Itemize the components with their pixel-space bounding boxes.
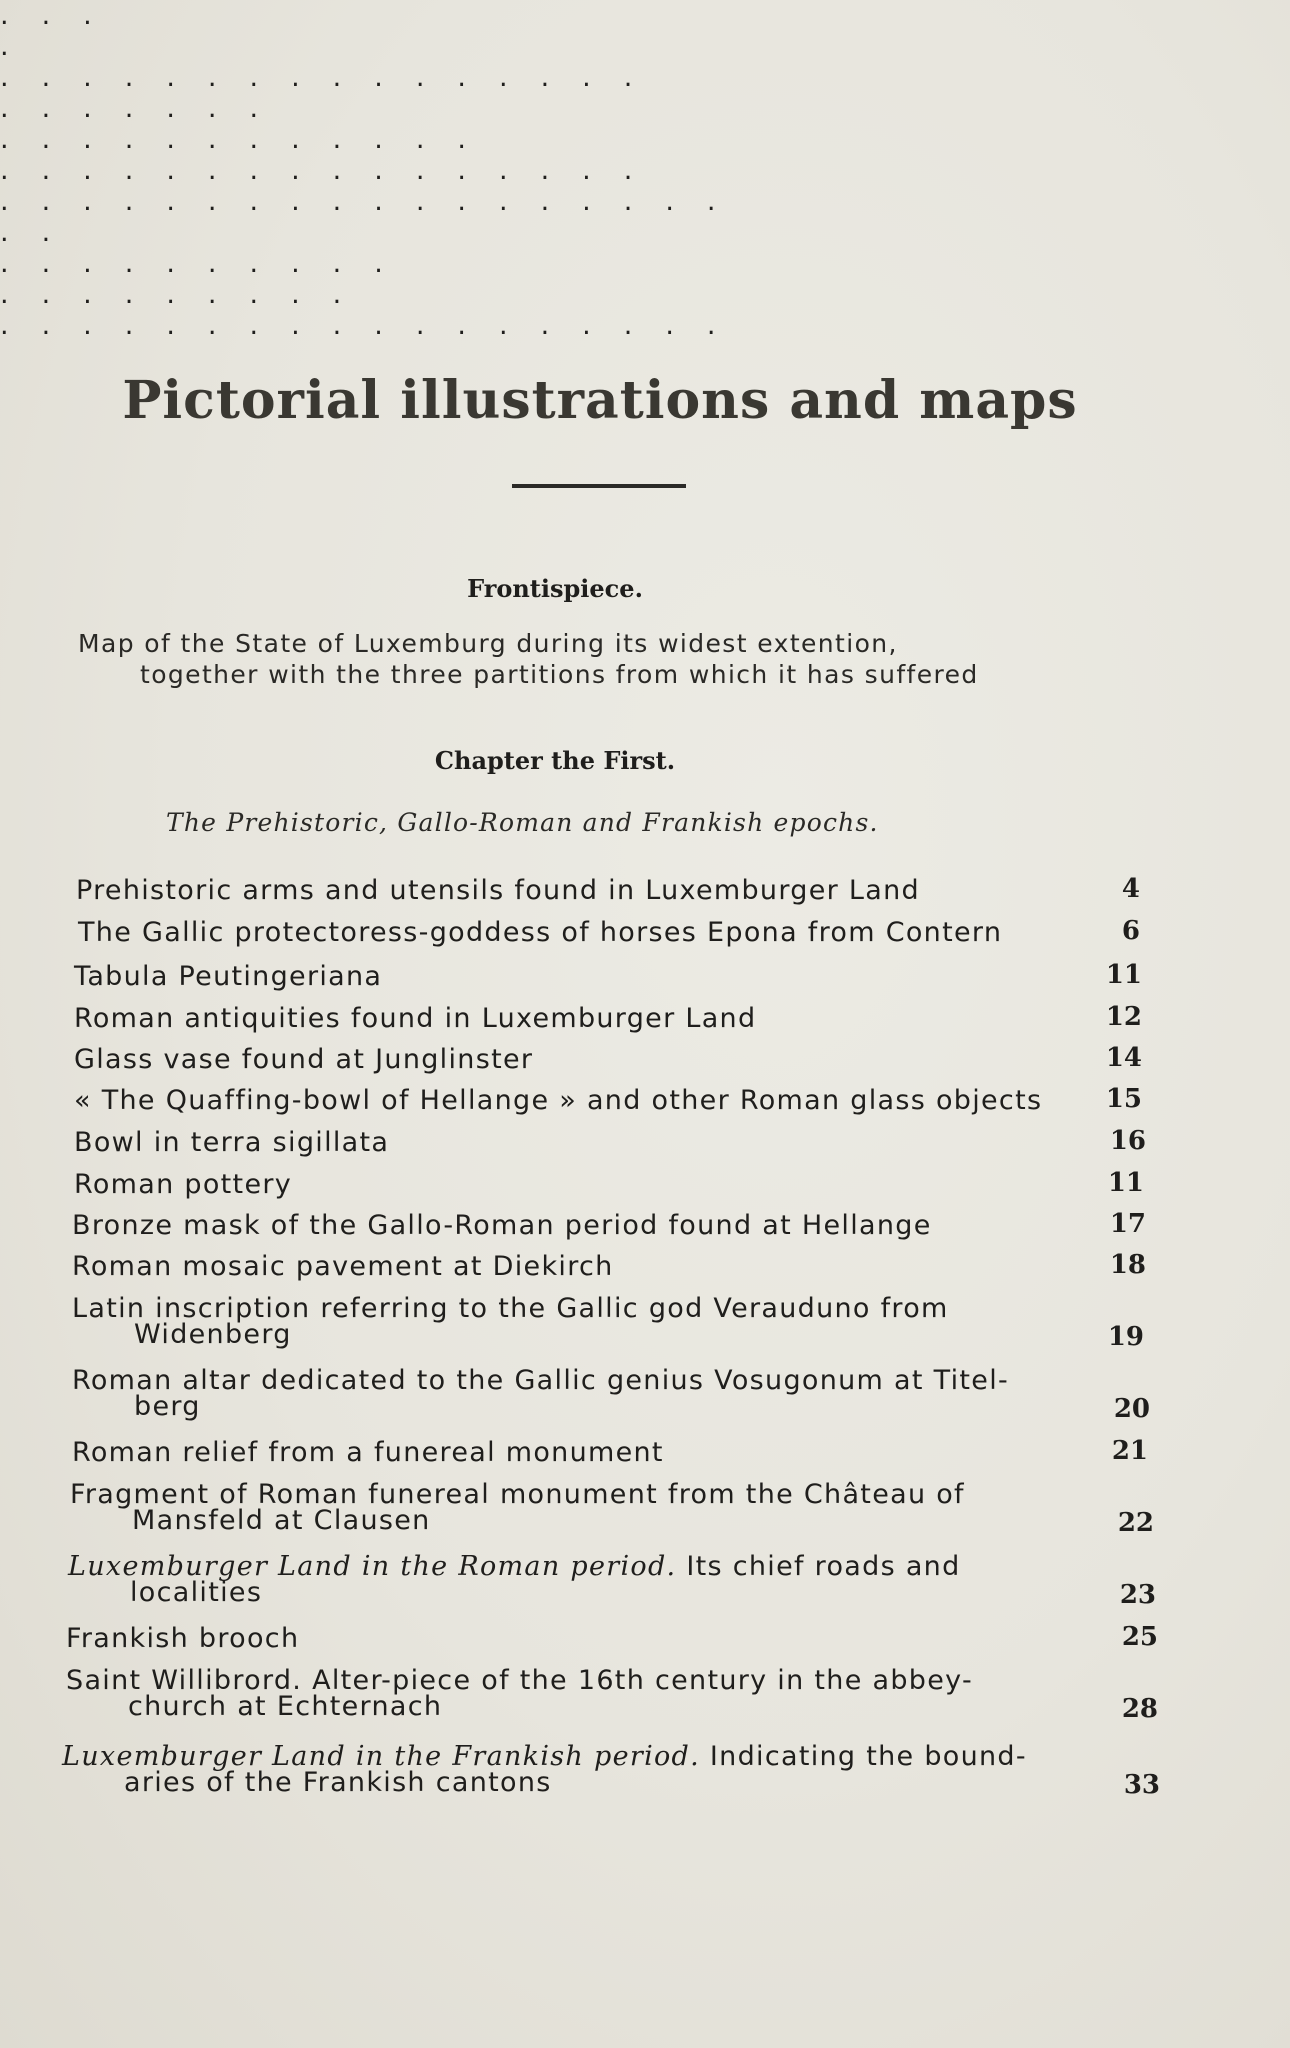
entry-title [74, 1127, 389, 1158]
entry-title [76, 875, 920, 906]
list-item [72, 1438, 664, 1468]
entry-italic-title: Luxemburger Land in the Roman period. [68, 1551, 677, 1582]
leader-dots: .................. [0, 186, 749, 217]
list-item [62, 1742, 1027, 1798]
entry-title-text: Bronze mask of the Gallo-Roman period found at Hellange [72, 1210, 932, 1241]
leader-dots: ............ [0, 124, 499, 155]
page-number: 14 [1105, 1043, 1142, 1073]
leader-dots: ......... [0, 279, 375, 310]
page-title: Pictorial illustrations and maps [122, 370, 1078, 431]
leader-dots: .. [0, 217, 84, 248]
page-number: 33 [1123, 1770, 1160, 1800]
entry-title [74, 1169, 292, 1200]
entry-title-continuation: berg [134, 1391, 201, 1422]
page-number: 19 [1107, 1322, 1144, 1352]
entry-title-continuation: Widenberg [134, 1319, 292, 1350]
list-item [70, 1480, 965, 1536]
page-number: 20 [1113, 1394, 1150, 1424]
page-number: 28 [1121, 1694, 1158, 1724]
leader-dots: . [0, 31, 42, 62]
list-item [74, 1086, 1042, 1116]
page-number: 18 [1109, 1250, 1146, 1280]
entry-title-text: Roman antiquities found in Luxemburger Land [74, 1003, 757, 1034]
entry-title-text: Bowl in terra sigillata [74, 1127, 390, 1158]
page-number: 11 [1105, 960, 1142, 990]
entry-title [74, 1044, 533, 1075]
list-item [66, 1624, 299, 1654]
list-item [68, 1552, 961, 1608]
entry-title-text: Prehistoric arms and utensils found in Luxemburger Land [76, 875, 920, 906]
entry-title [74, 1085, 1042, 1116]
list-item [74, 1045, 533, 1075]
entry-title-text: Roman mosaic pavement at Diekirch [72, 1251, 614, 1282]
page-number: 16 [1109, 1126, 1146, 1156]
list-item [78, 918, 1002, 948]
leader-dots: .................. [0, 310, 749, 341]
entry-title-continuation: aries of the Frankish cantons [124, 1767, 552, 1798]
entry-title [74, 1003, 756, 1034]
list-item [74, 1128, 389, 1158]
entry-title [72, 1210, 932, 1241]
page-number: 15 [1105, 1084, 1142, 1114]
leader-dots: ................ [0, 62, 666, 93]
entry-title [66, 1623, 299, 1654]
entry-title-text: Roman altar dedicated to the Gallic genius Vosugonum at Titel- [72, 1365, 1010, 1396]
page-number: 22 [1117, 1508, 1154, 1538]
entry-title-text: Tabula Peutingeriana [74, 961, 383, 992]
page-number: 23 [1119, 1580, 1156, 1610]
frontispiece-line-1: Map of the State of Luxemburg during its widest extention, [78, 629, 898, 658]
entry-title [72, 1365, 1009, 1396]
leader-dots: ....... [0, 93, 292, 124]
list-item [72, 1252, 614, 1282]
entry-title-text: Glass vase found at Junglinster [74, 1044, 534, 1075]
page-number: 11 [1107, 1168, 1144, 1198]
leader-dots: ... [0, 0, 125, 31]
entry-title-text: Latin inscription referring to the Gallic god Verauduno from [72, 1293, 949, 1324]
page-number: 6 [1121, 916, 1140, 946]
page-number: 21 [1111, 1436, 1148, 1466]
entry-italic-title: Luxemburger Land in the Frankish period. [62, 1741, 701, 1772]
entry-title [72, 1251, 614, 1282]
entry-title-text: Roman pottery [74, 1169, 293, 1200]
entry-title-text: Its chief roads and [676, 1551, 961, 1582]
chapter-subtitle: The Prehistoric, Gallo-Roman and Frankish epochs. [166, 808, 879, 837]
leader-dots: .......... [0, 248, 416, 279]
entry-title [78, 917, 1002, 948]
chapter-heading: Chapter the First. [434, 746, 676, 775]
list-item [74, 962, 382, 992]
entry-title-text: Frankish brooch [66, 1623, 300, 1654]
list-item [72, 1211, 932, 1241]
list-item [66, 1666, 973, 1722]
entry-title-continuation: Mansfeld at Clausen [132, 1505, 431, 1536]
entry-title-text: The Gallic protectoress-goddess of horses Epona from Contern [78, 917, 1003, 948]
entry-title-text: Indicating the bound- [700, 1741, 1027, 1772]
entry-title [74, 961, 382, 992]
entry-title-text: Roman relief from a funereal monument [72, 1437, 664, 1468]
page-number: 17 [1109, 1209, 1146, 1239]
list-item [74, 1170, 292, 1200]
entry-title-text: « The Quaffing-bowl of Hellange » and other Roman glass objects [74, 1085, 1043, 1116]
entry-title [72, 1437, 664, 1468]
list-item [76, 876, 920, 906]
entry-title-continuation: localities [130, 1577, 263, 1608]
list-item [72, 1294, 949, 1350]
frontispiece-heading: Frontispiece. [467, 574, 643, 603]
frontispiece-line-2: together with the three partitions from which it has suffered [140, 660, 979, 689]
entry-title-text: Fragment of Roman funereal monument from the Château of [70, 1479, 965, 1510]
entry-title-continuation: church at Echternach [128, 1691, 443, 1722]
page-number: 12 [1105, 1002, 1142, 1032]
list-item [74, 1004, 756, 1034]
list-item [72, 1366, 1009, 1422]
page-number: 4 [1121, 874, 1140, 904]
entry-title-text: Saint Willibrord. Alter-piece of the 16th century in the abbey- [66, 1665, 973, 1696]
page-number: 25 [1121, 1622, 1158, 1652]
leader-dots: ................ [0, 155, 666, 186]
